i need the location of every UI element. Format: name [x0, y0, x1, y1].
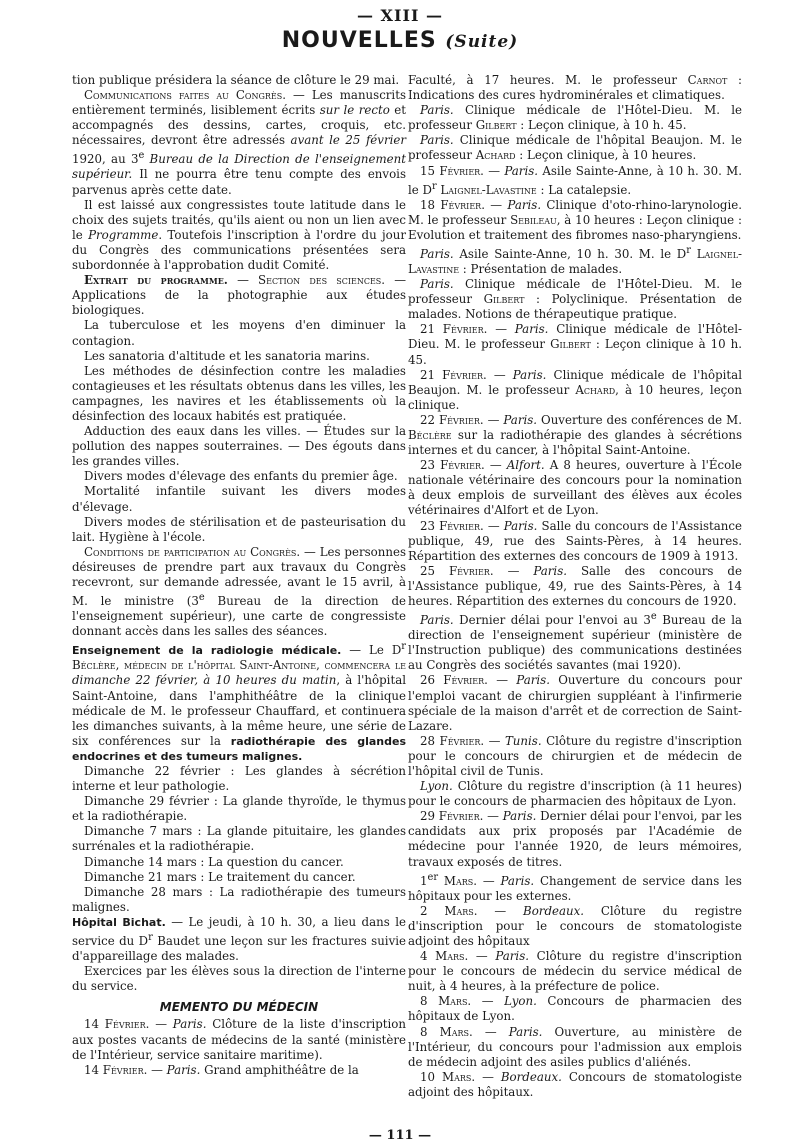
paragraph: Paris. Clinique médicale de l'Hôtel-Dieu. M. le professeur Gilbert : Polyclinique. Présentation de malades. Notions de thérapeutique pratique. — [408, 277, 743, 322]
paragraph: 22 Février. — Paris. Ouverture des conférences de M. Béclère sur la radiothérapie des glandes à sécrétions internes et du cancer, à l'hôpital Saint-Antoine. — [408, 412, 742, 458]
paragraph: Lyon. Clôture du registre d'inscription (à 11 heures) pour le concours de pharmacien des hôpitaux de Lyon. — [408, 779, 742, 809]
paragraph: Adduction des eaux dans les villes. — Études sur la pollution des nappes souterraines. — Des égouts dans les grandes villes. — [72, 424, 406, 469]
memento-heading: MEMENTO DU MÉDECIN — [159, 1000, 319, 1015]
paragraph: 21 Février. — Paris. Clinique médicale de l'Hôtel-Dieu. M. le professeur Gilbert : Leçon clinique à 10 h. 45. — [408, 322, 742, 367]
paragraph: 26 Février. — Paris. Ouverture du concours pour l'emploi vacant de chirurgien suppléant à l'infirmerie spéciale de la maison d'arrêt et de correction de Saint-Lazare. — [408, 673, 742, 733]
paragraph: 25 Février. — Paris. Salle des concours de l'Assistance publique, 49, rue des Saints-Pères, à 14 heures. Répartition des externes du concours de 1920. — [408, 563, 742, 609]
paragraph: 15 Février. — Paris. Asile Sainte-Anne, à 10 h. 30. M. le $D^r$ Laignel-Lavastine : La catalepsie. — [408, 163, 742, 197]
paragraph: Paris. Dernier délai pour l'envoi au 3e Bureau de la direction de l'enseignement supérieur (ministère de l'Instruction publique) des communications destinées au Congrès des sociétés savantes (mai 1920). — [408, 611, 743, 673]
page-title — [0, 28, 800, 53]
paragraph: Paris. Asile Sainte-Anne, 10 h. 30. M. le $D^r$ Laignel-Lavastine : Présentation de malades. — [408, 244, 742, 276]
page-number: — 111 — — [368, 1128, 432, 1143]
paragraph: Enseignement de la radiologie médicale. — Le $D^r$ Béclère, médecin de l'hôpital Saint-Antoine, commencera le dimanche 22 février, à 10 heures du matin, à l'hôpital Saint-Antoine, dans l'amphithéâtre de la clinique médicale de M. le professeur Chauffard, et continuera les dimanches suivants, à la même heure, une série de six conférences sur la radiothérapie des glandes endocrines et des tumeurs malignes. — [72, 641, 406, 763]
paragraph: 21 Février. — Paris. Clinique médicale de l'hôpital Beaujon. M. le professeur Achard, à 10 heures, leçon clinique. — [408, 367, 742, 412]
paragraph: Dimanche 22 février : Les glandes à sécrétion interne et leur pathologie. — [72, 763, 406, 794]
paragraph: Paris. Clinique médicale de l'hôpital Beaujon. M. le professeur Achard : Leçon clinique, à 10 heures. — [408, 133, 742, 163]
paragraph: Communications faites au Congrès. — Les manuscrits entièrement terminés, lisiblement écrits sur le recto et accompagnés des dessins, cartes, croquis, etc. nécessaires, devront être adressés avant le 25 février 1920, au 3e Bureau de la Direction de l'enseignement supérieur. Il ne pourra être tenu compte des envois parvenus après cette date. — [72, 88, 407, 197]
paragraph: Dimanche 29 février : La glande thyroïde, le thymus et la radiothérapie. — [72, 794, 406, 824]
paragraph: Dimanche 21 mars : Le traitement du cancer. — [84, 869, 356, 884]
paragraph: 23 Février. — Alfort. A 8 heures, ouverture à l'École nationale vétérinaire des concours pour la nomination à deux emplois de surveillant des élèves aux écoles vétérinaires d'Alfort et de Lyon. — [408, 458, 742, 518]
paragraph: Il est laissé aux congressistes toute latitude dans le choix des sujets traités, qu'ils aient ou non un lien avec le Programme. Toutefois l'inscription à l'ordre du jour du Congrès des communications présentées sera subordonnée à l'approbation dudit Comité. — [72, 197, 406, 273]
paragraph: 28 Février. — Tunis. Clôture du registre d'inscription pour le concours de chirurgien et de médecin de l'hôpital civil de Tunis. — [408, 733, 743, 778]
paragraph: 14 Février. — Paris. Grand amphithéâtre de la — [84, 1062, 359, 1077]
paragraph: Les sanatoria d'altitude et les sanatoria marins. — [84, 348, 370, 363]
header-roman-numeral: — XIII — — [356, 6, 443, 25]
paragraph: Divers modes d'élevage des enfants du premier âge. — [84, 469, 398, 484]
paragraph: 10 Mars. — Bordeaux. Concours de stomatologiste adjoint des hôpitaux. — [408, 1069, 742, 1099]
paragraph: 29 Février. — Paris. Dernier délai pour l'envoi, par les candidats aux prix proposés par l'Académie de médecine pour l'année 1920, de leurs mémoires, travaux exposés de titres. — [408, 809, 742, 869]
paragraph: La tuberculose et les moyens d'en diminuer la contagion. — [72, 318, 406, 348]
paragraph: 14 Février. — Paris. Clôture de la liste d'inscription aux postes vacants de médecins de la santé (ministère de l'Intérieur, service sanitaire maritime). — [72, 1017, 406, 1062]
right-column — [408, 73, 742, 1100]
paragraph: 23 Février. — Paris. Salle du concours de l'Assistance publique, 49, rue des Saints-Pères, à 14 heures. Répartition des externes des concours de 1909 à 1913. — [408, 518, 742, 563]
paragraph: 8 Mars. — Paris. Ouverture, au ministère de l'Intérieur, du concours pour l'admission aux emplois de médecin adjoint des asiles publics d'aliénés. — [408, 1024, 742, 1069]
paragraph: Paris. Clinique médicale de l'Hôtel-Dieu. M. le professeur Gilbert : Leçon clinique, à 10 h. 45. — [408, 103, 742, 133]
paragraph: Hôpital Bichat. — Le jeudi, à 10 h. 30, a lieu dans le service du $D^r$ Baudet une leçon sur les fractures suivie d'appareillage des malades. — [72, 914, 406, 964]
paragraph: Exercices par les élèves sous la direction de l'interne du service. — [72, 964, 406, 994]
paragraph: Dimanche 28 mars : La radiothérapie des tumeurs malignes. — [72, 884, 406, 914]
paragraph: 2 Mars. — Bordeaux. Clôture du registre d'inscription pour le concours de stomatologiste adjoint des hôpitaux — [408, 903, 742, 948]
paragraph: 18 Février. — Paris. Clinique d'oto-rhino-larynologie. M. le professeur Sebileau, à 10 heures : Leçon clinique : Evolution et traitement des fibromes naso-pharyngiens. — [408, 197, 742, 242]
title-suite: (Suite) — [445, 32, 519, 52]
paragraph: 1er Mars. — Paris. Changement de service dans les hôpitaux pour les externes. — [408, 871, 742, 903]
paragraph: Faculté, à 17 heures. M. le professeur Carnot : Indications des cures hydrominérales et climatiques. — [408, 73, 743, 103]
paragraph: tion publique présidera la séance de clôture le 29 mai. — [72, 73, 400, 87]
paragraph: Dimanche 14 mars : La question du cancer. — [84, 854, 344, 869]
paragraph: Mortalité infantile suivant les divers modes d'élevage. — [72, 484, 406, 514]
paragraph: Divers modes de stérilisation et de pasteurisation du lait. Hygiène à l'école. — [72, 514, 406, 544]
left-column — [72, 73, 406, 1078]
paragraph: 8 Mars. — Lyon. Concours de pharmacien des hôpitaux de Lyon. — [408, 994, 742, 1024]
paragraph: Extrait du programme. — Section des sciences. — Applications de la photographie aux études biologiques. — [72, 273, 406, 318]
paragraph: Les méthodes de désinfection contre les maladies contagieuses et les résultats obtenus dans les villes, les campagnes, les navires et les établissements où la désinfection des locaux habités est pratiquée. — [72, 363, 406, 423]
paragraph: Dimanche 7 mars : La glande pituitaire, les glandes surrénales et la radiothérapie. — [72, 824, 406, 854]
paragraph: Conditions de participation au Congrès. — Les personnes désireuses de prendre part aux travaux du Congrès recevront, sur demande adressée, avant le 15 avril, à M. le ministre (3e Bureau de la direction de l'enseignement supérieur), une carte de congressiste donnant accès dans les salles des séances. — [72, 544, 407, 639]
title-text: NOUVELLES — [281, 28, 437, 53]
paragraph: 4 Mars. — Paris. Clôture du registre d'inscription pour le concours de médecin du service médical de nuit, à 4 heures, à la préfecture de police. — [408, 949, 742, 994]
